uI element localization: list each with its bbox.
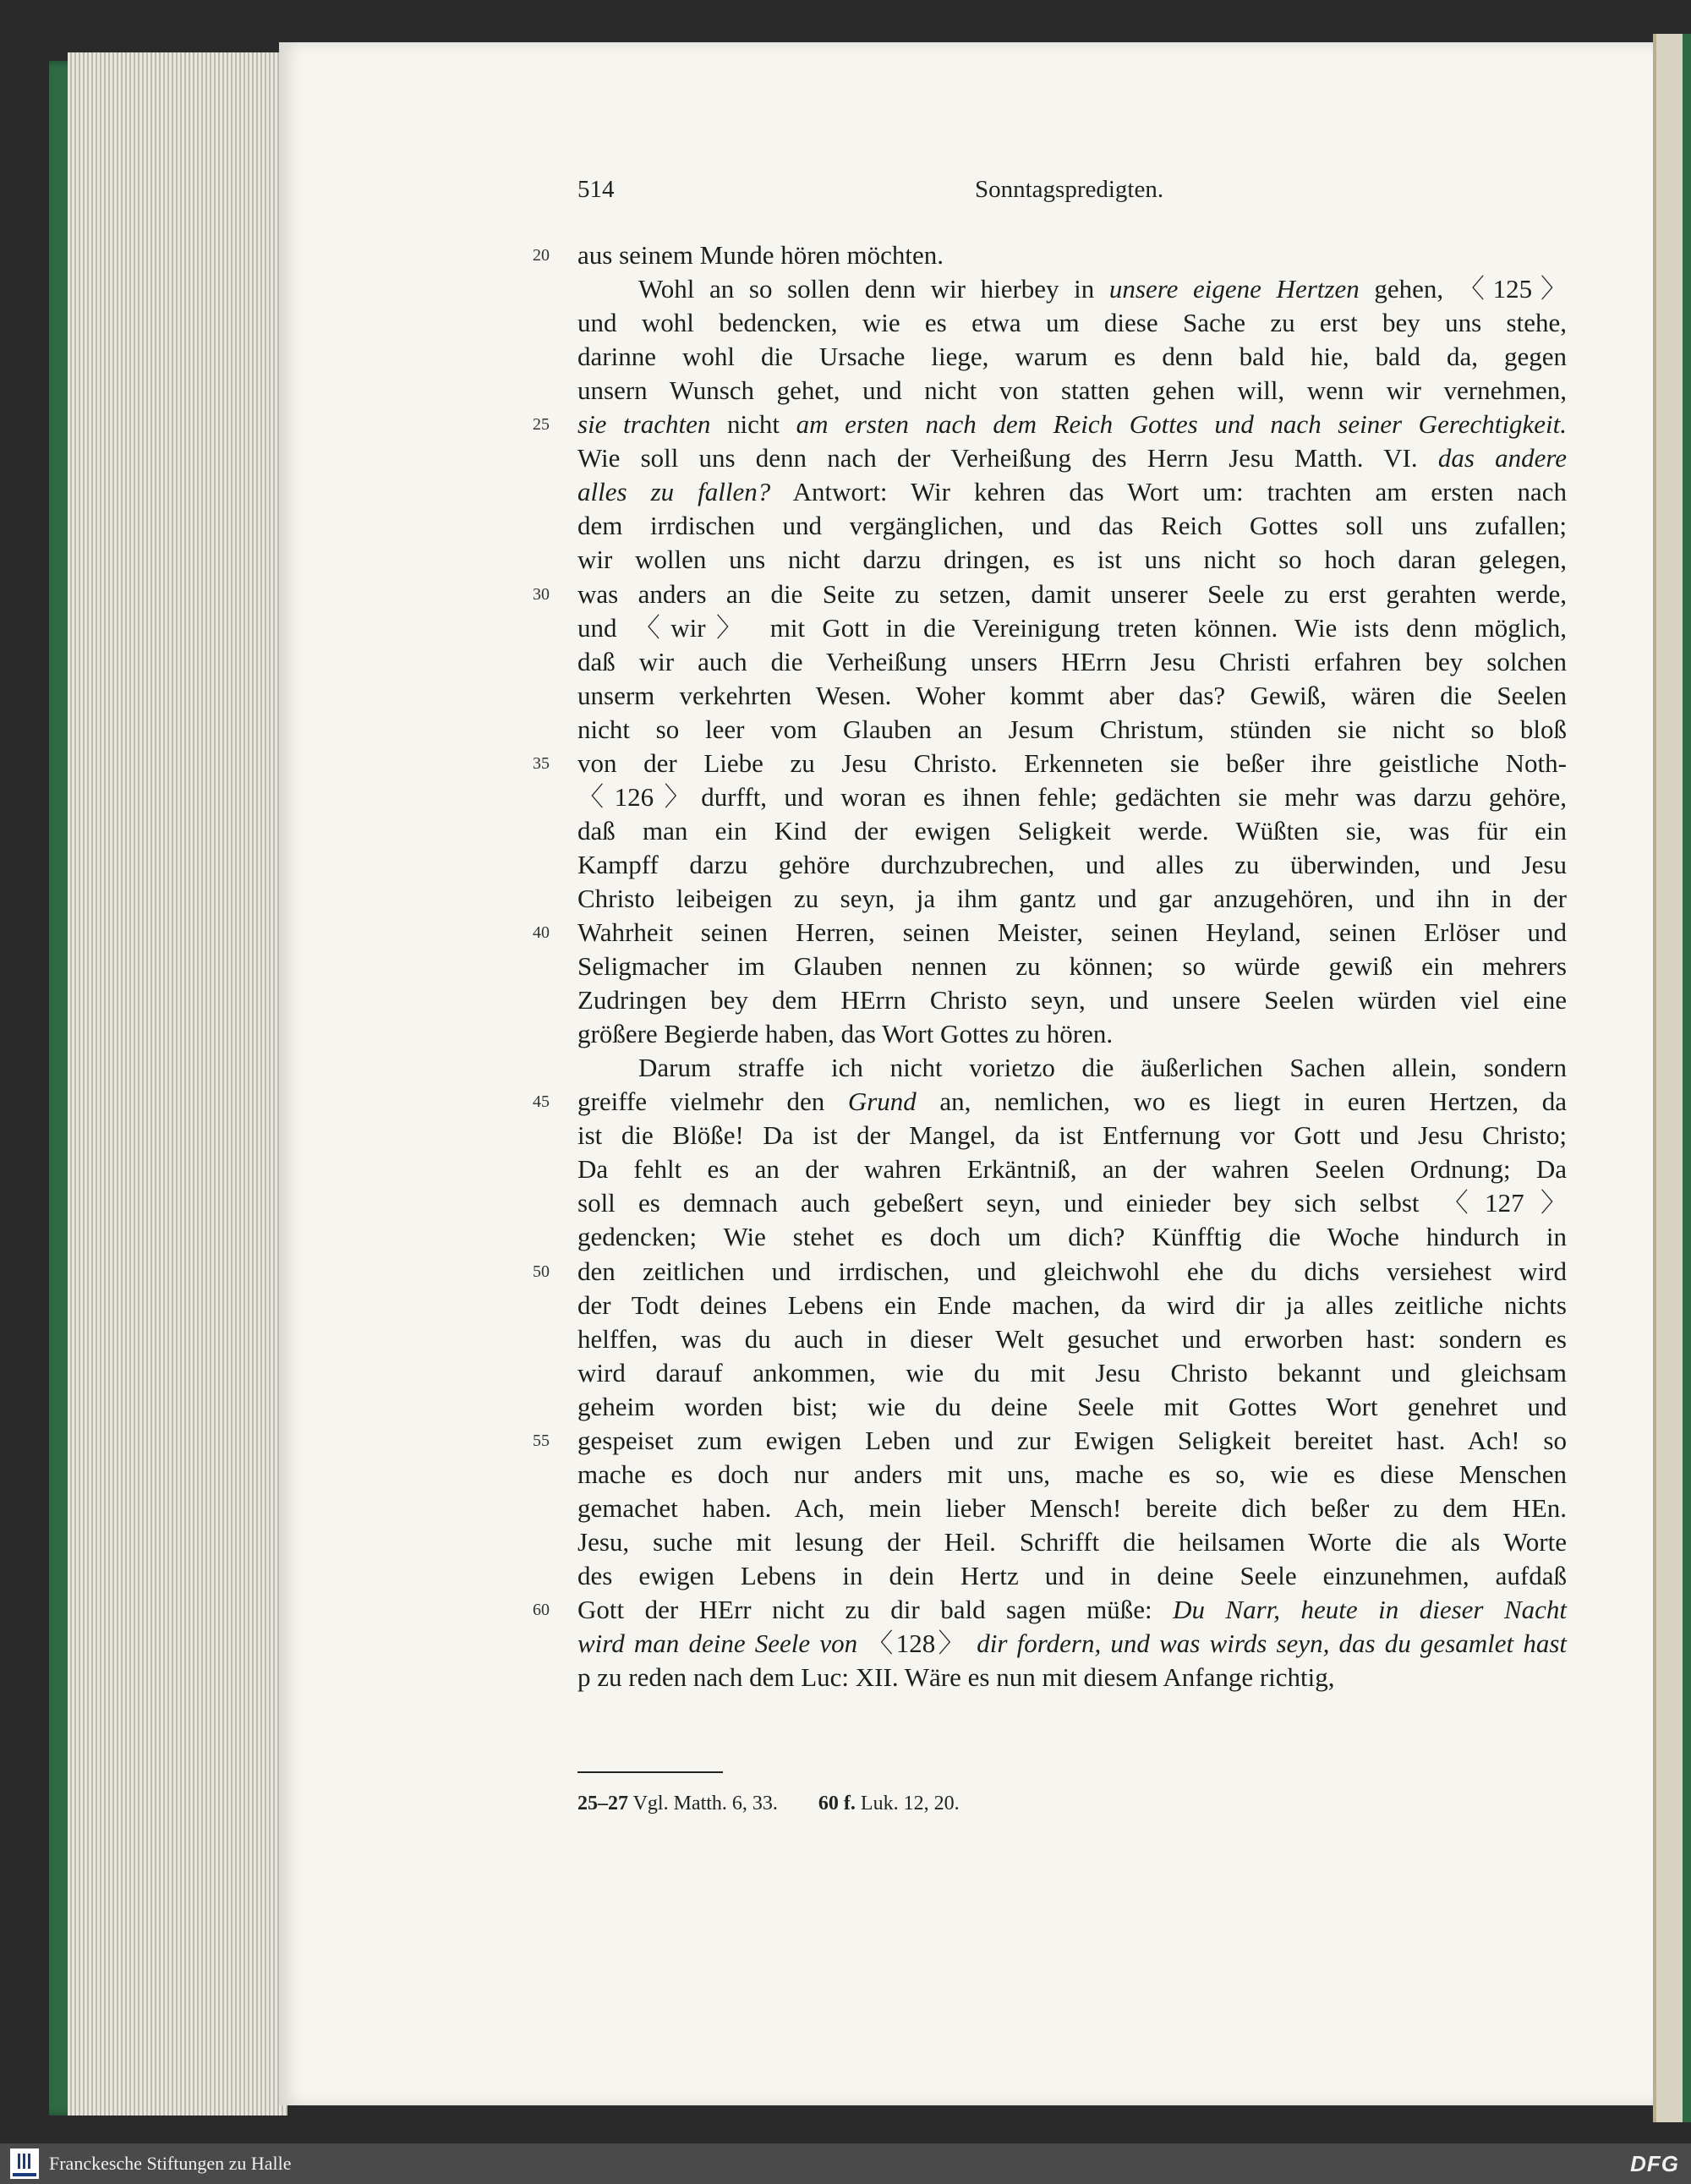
text-line: greiffe vielmehr den Grund an, nemlichen, wo es liegt in euren Hertzen, da: [577, 1087, 1567, 1117]
line-number: 25: [533, 415, 550, 435]
viewer-bottom-bar: [0, 2143, 1691, 2184]
text-line: ist die Blöße! Da ist der Mangel, da ist Entfernung vor Gott und Jesu Christo;: [577, 1120, 1567, 1151]
footnote-ref: 60 f.: [818, 1793, 856, 1815]
line-number: 30: [533, 584, 550, 604]
text-line: wird darauf ankommen, wie du mit Jesu Christo bekannt und gleichsam: [577, 1357, 1567, 1388]
text-line: und 〈wir〉 mit Gott in die Vereinigung treten können. Wie ists denn möglich,: [577, 612, 1567, 643]
text-line: Seligmacher im Glauben nennen zu können; so würde gewiß ein mehrers: [577, 951, 1567, 982]
footnote-text: Luk. 12, 20.: [860, 1793, 960, 1815]
footnote-text: Vgl. Matth. 6, 33.: [632, 1793, 778, 1815]
text-line: Wahrheit seinen Herren, seinen Meister, seinen Heyland, seinen Erlöser und: [577, 917, 1567, 947]
institution-logo[interactable]: [10, 2148, 39, 2179]
footnotes: [577, 1793, 960, 1815]
line-number: 35: [533, 753, 550, 773]
text-line: dem irrdischen und vergänglichen, und das Reich Gottes soll uns zufallen;: [577, 511, 1567, 541]
text-line: alles zu fallen? Antwort: Wir kehren das Wort um: trachten am ersten nach: [577, 477, 1567, 507]
page-number: 514: [577, 176, 615, 203]
footnote-ref: 25–27: [577, 1793, 628, 1815]
text-line: nicht so leer vom Glauben an Jesum Christum, stünden sie nicht so bloß: [577, 714, 1567, 744]
footnote-rule: [577, 1771, 723, 1773]
text-line: darinne wohl die Ursache liege, warum es denn bald hie, bald da, gegen: [577, 342, 1567, 372]
text-line: unserm verkehrten Wesen. Woher kommt aber das? Gewiß, wären die Seelen: [577, 680, 1567, 710]
text-line: wir wollen uns nicht darzu dringen, es ist uns nicht so hoch daran gelegen,: [577, 545, 1567, 575]
text-line: geheim worden bist; wie du deine Seele mit Gottes Wort genehret und: [577, 1391, 1567, 1421]
text-line: Christo leibeigen zu seyn, ja ihm gantz und gar anzugehören, und ihn in der: [577, 883, 1567, 913]
text-line: Darum straffe ich nicht vorietzo die äußerlichen Sachen allein, sondern: [638, 1053, 1567, 1083]
text-line: Gott der HErr nicht zu dir bald sagen müße: Du Narr, heute in dieser Nacht: [577, 1595, 1567, 1624]
text-line: aus seinem Munde hören möchten.: [577, 240, 944, 270]
text-line: unsern Wunsch gehet, und nicht von statten gehen will, wenn wir vernehmen,: [577, 375, 1567, 406]
text-line: daß wir auch die Verheißung unsers HErrn Jesu Christi erfahren bey solchen: [577, 646, 1567, 676]
text-line: sie trachten nicht am ersten nach dem Reich Gottes und nach seiner Gerechtigkeit.: [577, 409, 1567, 440]
dfg-logo[interactable]: DFG: [1630, 2151, 1679, 2176]
text-line: Wohl an so sollen denn wir hierbey in unsere eigene Hertzen gehen, 〈125〉: [638, 274, 1567, 304]
text-line: Jesu, suche mit lesung der Heil. Schrifft die heilsamen Worte die als Worte: [577, 1526, 1567, 1557]
line-number: 45: [533, 1092, 550, 1112]
text-line: daß man ein Kind der ewigen Seligkeit werde. Wüßten sie, was für ein: [577, 815, 1567, 846]
text-line: helffen, was du auch in dieser Welt gesuchet und erworben hast: sondern es: [577, 1323, 1567, 1354]
running-title: Sonntagspredigten.: [975, 176, 1164, 203]
text-line: Kampff darzu gehöre durchzubrechen, und alles zu überwinden, und Jesu: [577, 849, 1567, 879]
line-number: 60: [533, 1601, 550, 1619]
institution-name[interactable]: Franckesche Stiftungen zu Halle: [49, 2153, 292, 2174]
line-number: 40: [533, 923, 550, 942]
text-line: mache es doch nur anders mit uns, mache es so, wie es diese Menschen: [577, 1459, 1567, 1489]
text-line: Wie soll uns denn nach der Verheißung des Herrn Jesu Matth. VI. das andere: [577, 443, 1568, 473]
text-line: Zudringen bey dem HErrn Christo seyn, und unsere Seelen würden viel eine: [577, 985, 1567, 1015]
text-line: 〈126〉durfft, und woran es ihnen fehle; gedächten sie mehr was darzu gehöre,: [577, 781, 1567, 812]
text-line: p zu reden nach dem Luc: XII. Wäre es nun mit diesem Anfange richtig,: [577, 1662, 1335, 1693]
text-line: des ewigen Lebens in dein Hertz und in deine Seele einzunehmen, aufdaß: [577, 1560, 1567, 1590]
text-line: und wohl bedencken, wie es etwa um diese Sache zu erst bey uns stehe,: [577, 308, 1567, 338]
text-line: was anders an die Seite zu setzen, damit unserer Seele zu erst gerahten werde,: [577, 578, 1567, 609]
text-line: wird man deine Seele von 〈128〉 dir fordern, und was wirds seyn, das du gesamlet hast: [577, 1628, 1567, 1659]
text-line: Da fehlt es an der wahren Erkäntniß, an der wahren Seelen Ordnung; Da: [577, 1154, 1567, 1185]
text-line: soll es demnach auch gebeßert seyn, und einieder bey sich selbst 〈127〉: [577, 1188, 1567, 1218]
line-number: 20: [533, 246, 550, 265]
line-number: 55: [533, 1431, 550, 1450]
text-line: von der Liebe zu Jesu Christo. Erkenneten sie beßer ihre geistliche Noth-: [577, 747, 1567, 778]
text-line: gespeiset zum ewigen Leben und zur Ewigen Seligkeit bereitet hast. Ach! so: [577, 1425, 1567, 1455]
text-line: größere Begierde haben, das Wort Gottes zu hören.: [577, 1019, 1114, 1049]
text-line: gemachet haben. Ach, mein lieber Mensch! bereite dich beßer zu dem HEn.: [577, 1492, 1567, 1523]
line-number: 50: [533, 1262, 550, 1281]
text-line: der Todt deines Lebens ein Ende machen, da wird dir ja alles zeitliche nichts: [577, 1289, 1567, 1320]
text-line: den zeitlichen und irrdischen, und gleichwohl ehe du dichs versiehest wird: [577, 1256, 1567, 1286]
text-line: gedencken; Wie stehet es doch um dich? Künfftig die Woche hindurch in: [577, 1222, 1567, 1252]
